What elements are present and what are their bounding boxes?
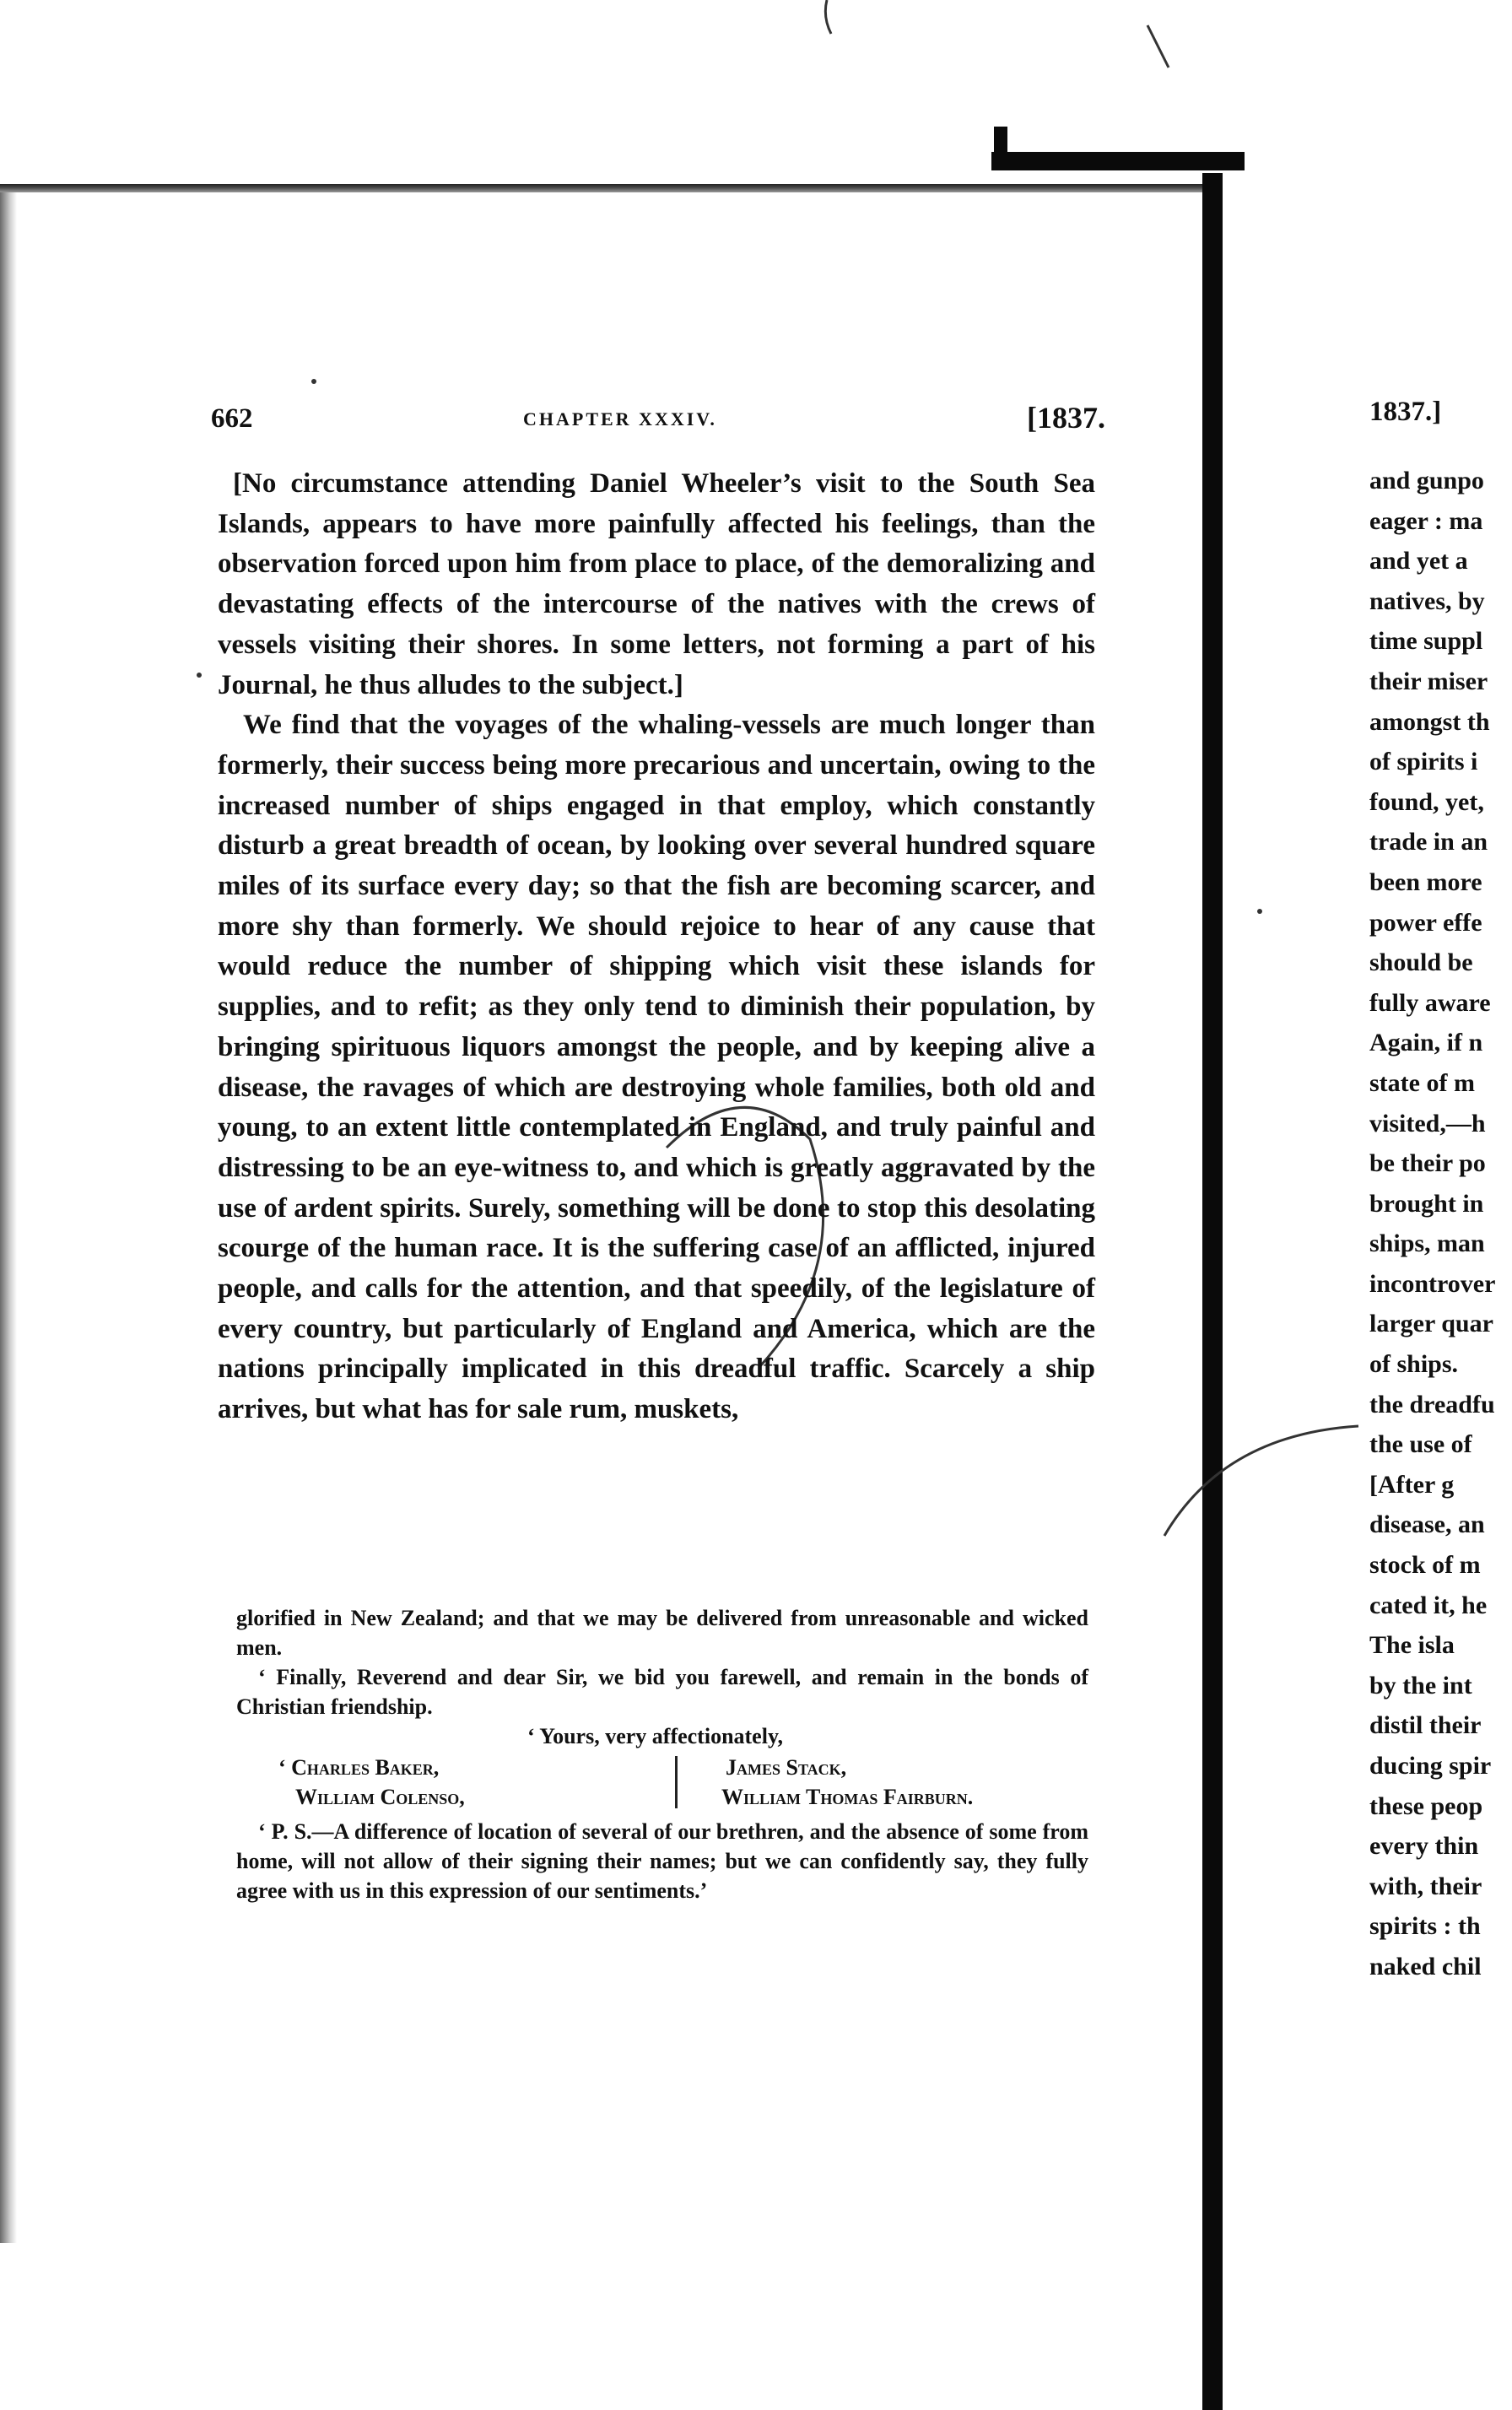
right-page-line: fully aware — [1369, 988, 1491, 1017]
pen-stroke — [825, 0, 831, 34]
right-page-line: natives, by — [1369, 586, 1485, 615]
signature-name: James Stack, — [726, 1755, 847, 1780]
right-page-line: their miser — [1369, 667, 1488, 695]
valediction: ‘ Yours, very affectionately, — [527, 1724, 784, 1748]
chapter-heading: CHAPTER XXXIV. — [523, 408, 717, 430]
right-page-line: spirits : th — [1369, 1912, 1481, 1941]
right-page-line: by the int — [1369, 1671, 1472, 1699]
pen-stroke — [1164, 1426, 1358, 1536]
footnote-extract — [236, 1603, 1088, 1905]
right-page-line: brought in — [1369, 1189, 1484, 1218]
signature-name: William Colenso, — [295, 1785, 465, 1809]
running-year: [1837. — [1027, 401, 1105, 435]
right-page-line: Again, if n — [1369, 1029, 1483, 1057]
pen-stroke — [1148, 25, 1169, 68]
right-page-line: cated it, he — [1369, 1591, 1488, 1619]
extract-paragraph: glorified in New Zealand; and that we may be delivered from unreasonable and wicked men. — [236, 1606, 1088, 1660]
signature-column-left — [278, 1753, 465, 1812]
main-text — [218, 464, 1095, 1430]
right-page-line: found, yet, — [1369, 787, 1484, 816]
speck — [311, 379, 316, 384]
right-page-line: ducing spir — [1369, 1752, 1492, 1780]
right-page-line: larger quar — [1369, 1310, 1493, 1338]
right-page-line: visited,—h — [1369, 1109, 1486, 1137]
right-page-line: should be — [1369, 948, 1473, 977]
right-page-line: naked chil — [1369, 1952, 1482, 1980]
page-number: 662 — [211, 403, 253, 434]
right-page-line: power effe — [1369, 908, 1482, 937]
signature-divider — [675, 1756, 678, 1808]
right-page-line: amongst th — [1369, 707, 1490, 736]
right-page-line: [After g — [1369, 1470, 1455, 1499]
right-page-line: ships, man — [1369, 1229, 1485, 1258]
right-page-line: time suppl — [1369, 627, 1483, 656]
signatures — [236, 1753, 1088, 1813]
right-page-line: the use of — [1369, 1430, 1472, 1459]
running-head — [211, 397, 1105, 439]
right-page-line: the dreadfu — [1369, 1390, 1495, 1418]
right-page-line: eager : ma — [1369, 506, 1483, 535]
right-page-fragment — [1369, 397, 1512, 2084]
right-page-line: trade in an — [1369, 828, 1488, 856]
speck — [197, 673, 202, 678]
right-page-line: be their po — [1369, 1149, 1486, 1178]
right-page-line: disease, an — [1369, 1510, 1485, 1539]
right-page-line: of spirits i — [1369, 748, 1478, 776]
right-page-line: with, their — [1369, 1872, 1482, 1900]
right-page-line: been more — [1369, 867, 1482, 896]
signature-name: William Thomas Fairburn. — [721, 1785, 974, 1809]
letter-paragraph: We find that the voyages of the whaling-vessels are much longer than formerly, their success being more precarious and uncertain, owing to the increased number of ships engaged in that employ, which constantly disturb a great breadth of ocean, by looking over several hundred square miles of its surface every day; so that the fish are becoming scarcer, and more shy than formerly. We should rejoice to hear of any cause that would reduce the number of shipping which visit these islands for supplies, and to refit; as they only tend to diminish their population, by bringing spirituous liquors amongst the people, and by keeping alive a disease, the ravages of which are destroying whole families, both old and young, to an extent little contemplated in England, and truly painful and distressing to be an eye-witness to, and which is greatly aggravated by the use of ardent spirits. Surely, something will be done to stop this desolating scourge of the human race. It is the suffering case of an afflicted, injured people, and calls for the attention, and that speedily, of the legislature of every country, but particularly of England and America, which are the nations principally implicated in this dreadful traffic. Scarcely a ship arrives, but what has for sale rum, muskets, — [218, 710, 1095, 1425]
right-page-line: incontrover — [1369, 1269, 1496, 1298]
extract-paragraph: ‘ Finally, Reverend and dear Sir, we bid you farewell, and remain in the bonds of Christian friendship. — [236, 1665, 1088, 1719]
signature-name: ‘ Charles Baker, — [278, 1755, 440, 1780]
speck — [1257, 909, 1262, 914]
right-page-line: of ships. — [1369, 1350, 1459, 1379]
postscript: ‘ P. S.—A difference of location of several of our brethren, and the absence of some from home, will not allow of their signing their names; but we can confidently say, they fully agree with us in this expression of our sentiments.’ — [236, 1819, 1088, 1903]
right-page-line: state of m — [1369, 1068, 1475, 1097]
right-page-line: The isla — [1369, 1631, 1455, 1660]
right-page-line: every thin — [1369, 1832, 1479, 1861]
right-page-line: and yet a — [1369, 547, 1468, 575]
right-page-line: and gunpo — [1369, 467, 1484, 494]
right-page-line: these peop — [1369, 1791, 1483, 1820]
editor-intro-paragraph: [No circumstance attending Daniel Wheeler’s visit to the South Sea Islands, appears to have more painfully affected his feelings, than the observation forced upon him from place to place, of the demoralizing and devastating effects of the intercourse of the natives with the crews of vessels visiting their shores. In some letters, not forming a part of his Journal, he thus alludes to the subject.] — [218, 468, 1095, 700]
running-year: 1837.] — [1369, 397, 1442, 427]
right-page-line: stock of m — [1369, 1551, 1481, 1580]
right-page-line: distil their — [1369, 1711, 1482, 1740]
signature-column-right — [721, 1753, 973, 1812]
right-page-lines — [1369, 461, 1512, 1987]
